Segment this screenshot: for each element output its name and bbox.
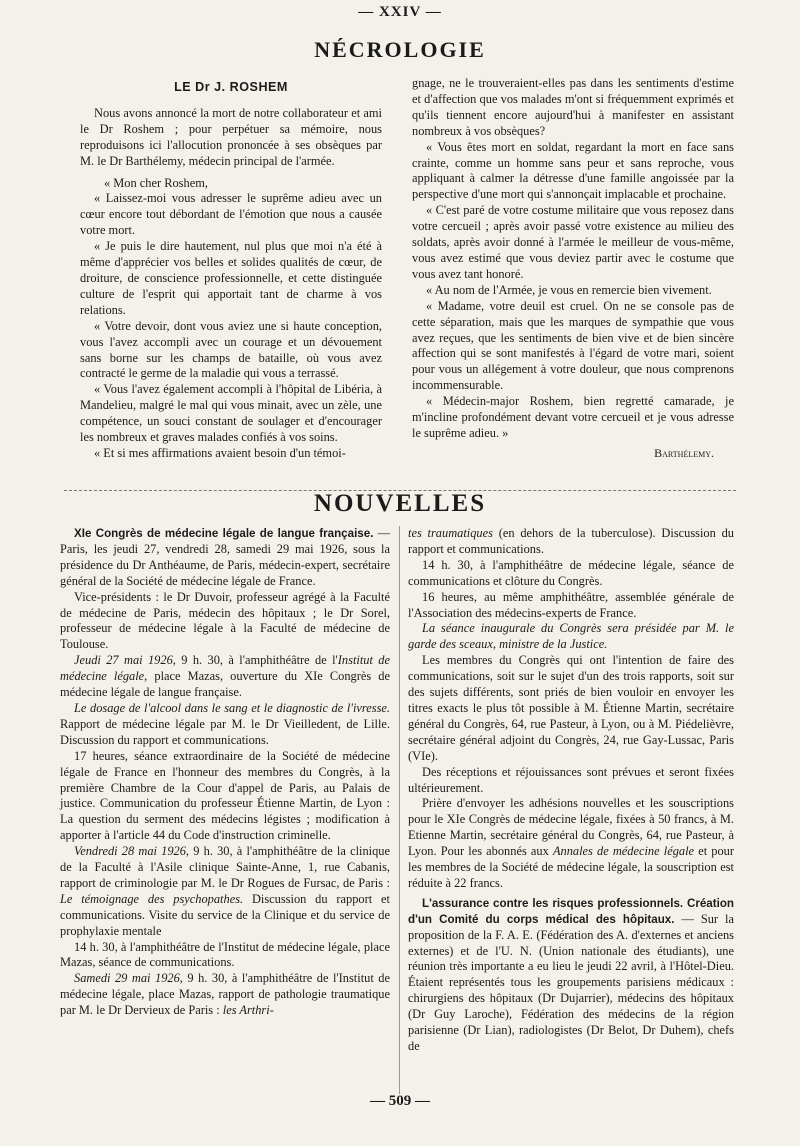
paragraph <box>60 653 390 701</box>
text-run: Institut de médecine légale, <box>60 653 390 684</box>
text-run: Jeudi 27 mai 1926, <box>74 653 176 668</box>
paragraph: Vice-présidents : le Dr Duvoir, professeur agrégé à la Faculté de médecine de Paris, médecin des hôpitaux ; le Dr Sorel, professeur de médecine légale à la Faculté de médecine de Toulouse. <box>60 589 390 652</box>
paragraph <box>408 896 734 1055</box>
paragraph: « Et si mes affirmations avaient besoin d'un témoi- <box>94 445 346 460</box>
paragraph: « Médecin-major Roshem, bien regretté camarade, je m'incline profondément devant votre cercueil et je vous adresse le suprême adieu. » <box>412 394 734 440</box>
paragraph: « Laissez-moi vous adresser le suprême adieu avec un cœur encore tout débordant de l'émotion que nous a causée votre mort. <box>80 191 382 238</box>
paragraph: 17 heures, séance extraordinaire de la Société de médecine légale de France en l'honneur des membres du Congrès, à la première Chambre de la Cour d'appel de Paris, au Palais de justice. Communication du professeur Étienne Martin, de Lyon : La question du serment des médecins légistes ; modification à apporter à l'article 44 du Code d'instruction criminelle. <box>60 748 390 843</box>
paragraph: gnage, ne le trouveraient-elles pas dans les sentiments d'estime et d'affection que vos malades m'ont si fréquemment exprimés et qu'ils tiennent encore aujourd'hui à manifester en assistant nombreux à vos obsèques? <box>412 76 734 138</box>
paragraph: « Au nom de l'Armée, je vous en remercie bien vivement. <box>426 282 712 297</box>
paragraph: « Mon cher Roshem, <box>104 175 208 190</box>
signature: Barthélemy. <box>654 445 714 460</box>
text-run: tes traumatiques <box>408 526 493 540</box>
page-header-roman: — XXIV — <box>358 4 442 20</box>
paragraph <box>408 796 734 891</box>
paragraph: 16 heures, au même amphithéâtre, assemblée générale de l'Association des médecins-experts de France. <box>408 589 734 620</box>
text-run: Le dosage de l'alcool dans le sang et le diagnostic de l'ivresse. <box>74 700 390 715</box>
text-run: 9 h. 30, à l'amphithéâtre de l' <box>175 653 338 668</box>
paragraph: Nous avons annoncé la mort de notre collaborateur et ami le Dr Roshem ; pour perpétuer sa mémoire, nous reproduisons ici l'allocution prononcée à ses obsèques par M. le Dr Barthélemy, médecin principal de l'armée. <box>80 105 382 168</box>
paragraph: La séance inaugurale du Congrès sera présidée par M. le garde des sceaux, ministre de la Justice. <box>408 621 734 652</box>
text-run: 9 h. 30, à l'amphithéâtre de l'Institut de médecine légale, place Mazas, rapport de pathologie traumatique par M. le Dr Dervieux de Paris : <box>60 971 390 1018</box>
paragraph <box>60 701 390 749</box>
paragraph: Les membres du Congrès qui ont l'intention de faire des communications, soit sur le sujet d'un des trois rapports, soit sur des sujets différents, sont priés de bien vouloir en envoyer les titres exacts le plus tôt possible à M. Étienne Martin, secrétaire général du Congrès, 64, rue Pasteur, à Lyon, ou à M. Piédelièvre, secrétaire général adjoint du Congrès, 24, rue Gay-Lussac, Paris (VIe). <box>408 653 734 763</box>
necrologie-column-left <box>80 76 382 462</box>
text-run: Rapport de médecine légale par M. le Dr Vieilledent, de Lille. Discussion du rapport et communications. <box>60 716 390 747</box>
article-title: LE Dr J. ROSHEM <box>174 80 288 94</box>
paragraph: « Vous l'avez également accompli à l'hôpital de Libéria, à Mandelieu, malgré le mal qui vous minait, avec un zèle, une compétence, un souci constant de soulager et d'encourager les nombreux et graves malades confiés à vos soins. <box>80 382 382 445</box>
text-run: — Paris, les jeudi 27, vendredi 28, samedi 29 mai 1926, sous la présidence du Dr Anthéaume, de Paris, médecin-expert, secrétaire général de la Société de médecine légale de France. <box>60 526 390 588</box>
text-run: Le témoignage des psychopathes. <box>60 891 244 906</box>
column-divider <box>399 526 400 1094</box>
text-run: Discussion du rapport et communications. Visite du service de la Clinique et du service de prophylaxie mentale <box>60 891 390 938</box>
section-title-nouvelles: NOUVELLES <box>313 490 487 517</box>
text-run: Vendredi 28 mai 1926, <box>74 844 190 859</box>
nouvelles-column-right <box>408 526 734 1055</box>
text-run: — Sur la proposition de la F. A. E. (Fédération des A. d'externes et anciens externes) et de l'U. N. (Union nationale des étudiants), une réunion très importante a eu lieu le jeudi 22 avril, à l'Hôtel-Dieu. Étaient représentés tous les groupements parisiens médicaux : chirurgiens des hôpitaux (Dr Dujarrier), médecins des hôpitaux (Dr Guy Laroche), Fédération des médecins de la région parisienne (Dr Lian), radiologistes (Dr Belot, Dr Duhem), chefs de <box>408 911 734 1053</box>
paragraph: « Votre devoir, dont vous aviez une si haute conception, vous l'avez accompli avec un courage et un dévouement sans borne sur les champs de bataille, où vous avez contracté le germe de la maladie qui vous a terrassé. <box>80 318 382 381</box>
paragraph: 14 h. 30, à l'amphithéâtre de médecine légale, séance de communications et clôture du Congrès. <box>408 557 734 588</box>
paragraph: « Je puis le dire hautement, nul plus que moi n'a été à même d'apprécier vos belles et solides qualités de cœur, de droiture, de conscience professionnelle, et cette distinguée culture de l'esprit qui apportait tant de charme à vos relations. <box>80 239 382 317</box>
paragraph: « C'est paré de votre costume militaire que vous reposez dans votre cercueil ; après avoir passé votre existence au milieu des soldats, après avoir donné à l'armée le meilleur de vous-même, vous avez estimé que vous deviez partir avec le costume que vous avez tant honoré. <box>412 203 734 281</box>
necrologie-column-right <box>412 76 734 462</box>
text-run: 9 h. 30, à l'amphithéâtre de la clinique de la Faculté à l'Asile clinique Sainte-Anne, 1, rue Cabanis, rapport de criminologie par M. le Dr Rogues de Fursac, de Paris : <box>60 844 390 890</box>
text-run: (en dehors de la tuberculose). Discussion du rapport et communications. <box>408 526 734 556</box>
text-run: les Arthri- <box>222 1003 274 1018</box>
text-run: Samedi 29 mai 1926, <box>74 971 183 986</box>
paragraph <box>60 526 390 590</box>
text-run: place Mazas, ouverture du XIe Congrès de médecine légale de langue française. <box>60 669 390 700</box>
section-title-necrologie: NÉCROLOGIE <box>314 37 486 62</box>
paragraph <box>408 526 734 558</box>
paragraph: « Vous êtes mort en soldat, regardant la mort en face sans crainte, comme un homme sans peur et sans reproche, vous appliquant à calmer la détresse d'une famille angoissée par la perspective d'une mort qui s'annonçait implacable et prochaine. <box>412 139 734 202</box>
paragraph: 14 h. 30, à l'amphithéâtre de l'Institut de médecine légale, place Mazas, séance de communications. <box>60 939 390 970</box>
paragraph <box>60 844 390 939</box>
news-heading: L'assurance contre les risques professionnels. Création d'un Comité du corps médical des hôpitaux. <box>408 896 734 926</box>
paragraph: Des réceptions et réjouissances sont prévues et seront fixées ultérieurement. <box>408 764 734 795</box>
nouvelles-column-left <box>60 526 390 1019</box>
paragraph: « Madame, votre deuil est cruel. On ne se console pas de cette séparation, mais que les marques de sympathie que vous avez reçues, que les sentiments de bien vive et de bien sincère affection qui se sont manifestés à l'égard de votre mari, soient pour vous un allégement à votre douleur, que nous comprenons incommensurable. <box>412 298 734 393</box>
text-run: et pour les membres de la Société de médecine légale, la souscription est réduite à 22 francs. <box>408 844 734 890</box>
text-run: Prière d'envoyer les adhésions nouvelles et les souscriptions pour le XIe Congrès de médecine légale, fixées à 50 francs, à M. Etienne Martin, secrétaire général du Congrès, 64, rue Pasteur, à Lyon. Pour les abonnés aux <box>408 796 734 859</box>
page-number: — 509 — <box>370 1093 430 1109</box>
news-heading: XIe Congrès de médecine légale de langue française. <box>74 527 374 540</box>
text-run: Annales de médecine légale <box>552 844 695 859</box>
paragraph <box>60 971 390 1019</box>
